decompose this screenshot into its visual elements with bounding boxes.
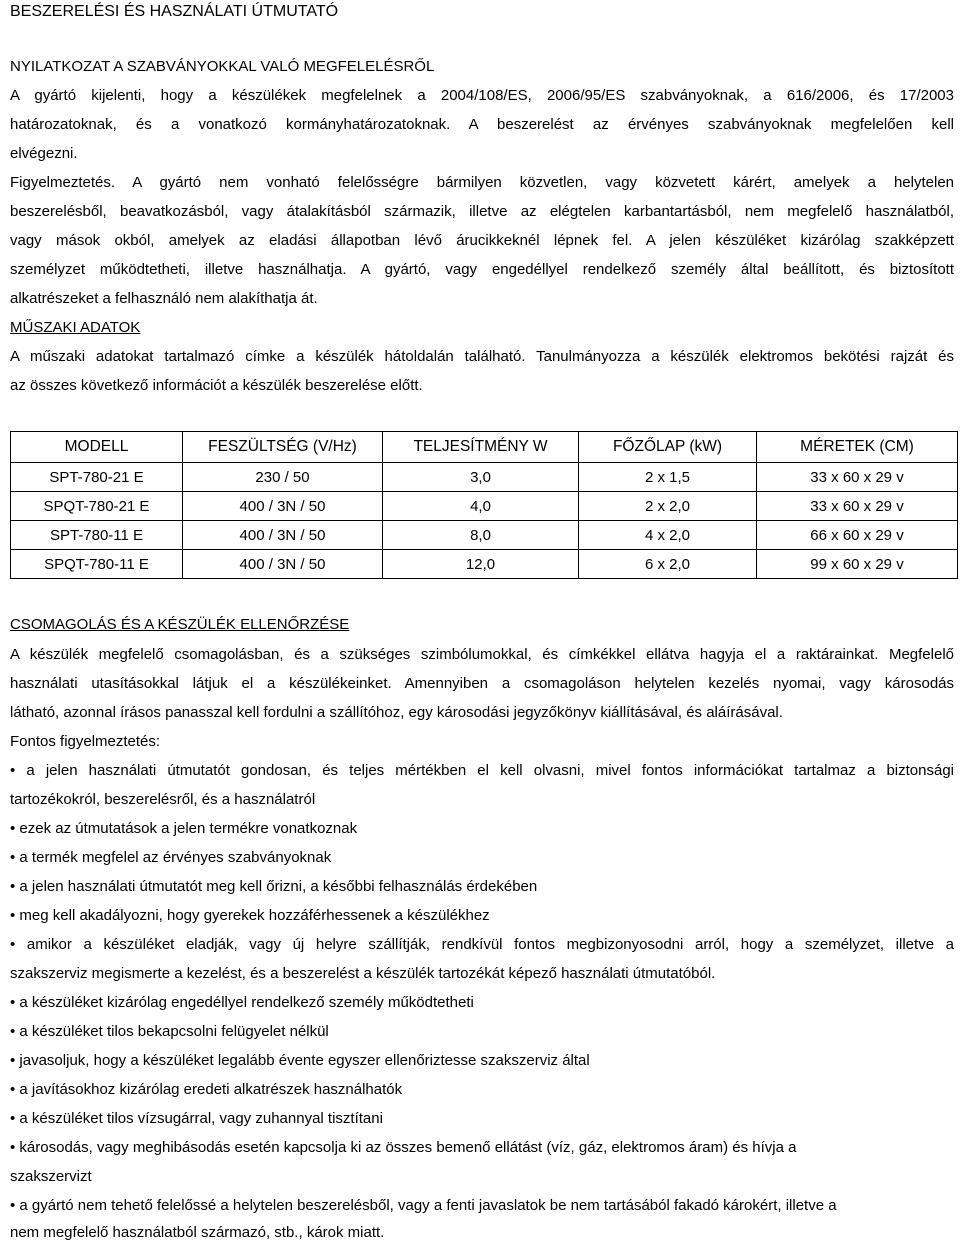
table-cell: 2 x 2,0 xyxy=(579,492,757,521)
list-item: nem megfelelő használatból származó, stb., károk miatt. xyxy=(10,1224,385,1241)
table-cell: SPT-780-21 E xyxy=(11,463,183,492)
list-item: szakszerviz megismerte a kezelést, és a beszerelést a készülék tartozékát képező használati útmutatóból. xyxy=(10,965,716,982)
list-item: • meg kell akadályozni, hogy gyerekek hozzáférhessenek a készülékhez xyxy=(10,907,490,924)
spec-header-cell: FŐZŐLAP (kW) xyxy=(579,432,757,463)
list-item: • a gyártó nem tehető felelőssé a helytelen beszerelésből, vagy a fenti javaslatok be nem tartásából fakadó károkért, illetve a xyxy=(10,1197,837,1214)
list-item: • a jelen használati útmutatót meg kell őrizni, a későbbi felhasználás érdekében xyxy=(10,878,538,895)
conformity-line: határozatoknak, és a vonatkozó kormányhatározatoknak. A beszerelést az érvényes szabványoknak megfelelően kell xyxy=(10,116,954,133)
spec-header-cell: MÉRETEK (CM) xyxy=(757,432,958,463)
table-row xyxy=(11,463,958,492)
table-cell: SPQT-780-11 E xyxy=(11,550,183,579)
conformity-line: elvégezni. xyxy=(10,145,78,162)
list-item: • amikor a készüléket eladják, vagy új helyre szállítják, rendkívül fontos megbizonyosodni arról, hogy a személyzet, illetve a xyxy=(10,936,954,953)
list-item: • a készüléket kizárólag engedéllyel rendelkező személy működtetheti xyxy=(10,994,474,1011)
conformity-line: A gyártó kijelenti, hogy a készülékek megfelelnek a 2004/108/ES, 2006/95/ES szabványoknak, a 616/2006, és 17/2003 xyxy=(10,87,954,104)
list-item: • a javításokhoz kizárólag eredeti alkatrészek használhatók xyxy=(10,1081,403,1098)
packaging-line: A készülék megfelelő csomagolásban, és a szükséges szimbólumokkal, és címkékkel ellátva hagyja el a raktárainkat. Megfelelő xyxy=(10,646,954,663)
technical-heading: MŰSZAKI ADATOK xyxy=(10,319,141,336)
document-title: BESZERELÉSI ÉS HASZNÁLATI ÚTMUTATÓ xyxy=(10,3,339,20)
spec-header-cell: MODELL xyxy=(11,432,183,463)
table-cell: 33 x 60 x 29 v xyxy=(757,492,958,521)
list-item: • a készüléket tilos bekapcsolni felügyelet nélkül xyxy=(10,1023,329,1040)
table-cell: 230 / 50 xyxy=(183,463,383,492)
table-cell: 2 x 1,5 xyxy=(579,463,757,492)
list-item: • a termék megfelel az érvényes szabványoknak xyxy=(10,849,332,866)
table-row xyxy=(11,521,958,550)
table-cell: 12,0 xyxy=(383,550,579,579)
table-cell: SPQT-780-21 E xyxy=(11,492,183,521)
warning-line: vagy mások okból, amelyek az eladási állapotban lévő árucikkeknél lépnek fel. A jelen készüléket kizárólag szakképzett xyxy=(10,232,954,249)
technical-line: az összes következő információt a készülék beszerelése előtt. xyxy=(10,377,423,394)
list-item: tartozékokról, beszerelésről, és a használatról xyxy=(10,791,316,808)
spec-table xyxy=(10,431,958,579)
spec-header-cell: FESZÜLTSÉG (V/Hz) xyxy=(183,432,383,463)
table-cell: 33 x 60 x 29 v xyxy=(757,463,958,492)
table-cell: 6 x 2,0 xyxy=(579,550,757,579)
spec-header-cell: TELJESÍTMÉNY W xyxy=(383,432,579,463)
table-cell: 99 x 60 x 29 v xyxy=(757,550,958,579)
packaging-heading: CSOMAGOLÁS ÉS A KÉSZÜLÉK ELLENŐRZÉSE xyxy=(10,616,350,633)
table-cell: SPT-780-11 E xyxy=(11,521,183,550)
table-cell: 8,0 xyxy=(383,521,579,550)
table-cell: 400 / 3N / 50 xyxy=(183,521,383,550)
list-item: szakszervizt xyxy=(10,1168,92,1185)
table-cell: 66 x 60 x 29 v xyxy=(757,521,958,550)
table-cell: 4 x 2,0 xyxy=(579,521,757,550)
table-cell: 400 / 3N / 50 xyxy=(183,550,383,579)
table-row xyxy=(11,492,958,521)
warning-line: Figyelmeztetés. A gyártó nem vonható felelősségre bármilyen közvetlen, vagy közvetett kárért, amelyek a helytelen xyxy=(10,174,954,191)
table-row xyxy=(11,550,958,579)
spec-header-row xyxy=(11,432,958,463)
list-item: • károsodás, vagy meghibásodás esetén kapcsolja ki az összes bemenő ellátást (víz, gáz, elektromos áram) és hívja a xyxy=(10,1139,797,1156)
list-item: • javasoljuk, hogy a készüléket legalább évente egyszer ellenőriztesse szakszerviz által xyxy=(10,1052,590,1069)
table-cell: 4,0 xyxy=(383,492,579,521)
packaging-line: látható, azonnal írásos panasszal kell fordulni a szállítóhoz, egy károsodási jegyzőkönyv kiállításával, és aláírásával. xyxy=(10,704,783,721)
warning-line: személyzet működtetheti, illetve használhatja. A gyártó, vagy engedéllyel rendelkező személy által beállított, és biztosított xyxy=(10,261,954,278)
warning-line: beszerelésből, beavatkozásból, vagy átalakításból származik, illetve az elégtelen karbantartásból, nem megfelelő használatból, xyxy=(10,203,954,220)
packaging-line: használati utasításokkal látjuk el a készülékeinket. Amennyiben a csomagoláson helytelen kezelés nyomai, vagy károsodás xyxy=(10,675,954,692)
list-item: • a készüléket tilos vízsugárral, vagy zuhannyal tisztítani xyxy=(10,1110,383,1127)
list-item: • ezek az útmutatások a jelen termékre vonatkoznak xyxy=(10,820,358,837)
warnings-label: Fontos figyelmeztetés: xyxy=(10,733,161,750)
conformity-heading: NYILATKOZAT A SZABVÁNYOKKAL VALÓ MEGFELELÉSRŐL xyxy=(10,58,435,75)
warning-line: alkatrészeket a felhasználó nem alakíthatja át. xyxy=(10,290,318,307)
technical-line: A műszaki adatokat tartalmazó címke a készülék hátoldalán található. Tanulmányozza a készülék elektromos bekötési rajzát és xyxy=(10,348,954,365)
table-cell: 3,0 xyxy=(383,463,579,492)
list-item: • a jelen használati útmutatót gondosan, és teljes mértékben el kell olvasni, mivel fontos információkat tartalmaz a biztonsági xyxy=(10,762,954,779)
table-cell: 400 / 3N / 50 xyxy=(183,492,383,521)
